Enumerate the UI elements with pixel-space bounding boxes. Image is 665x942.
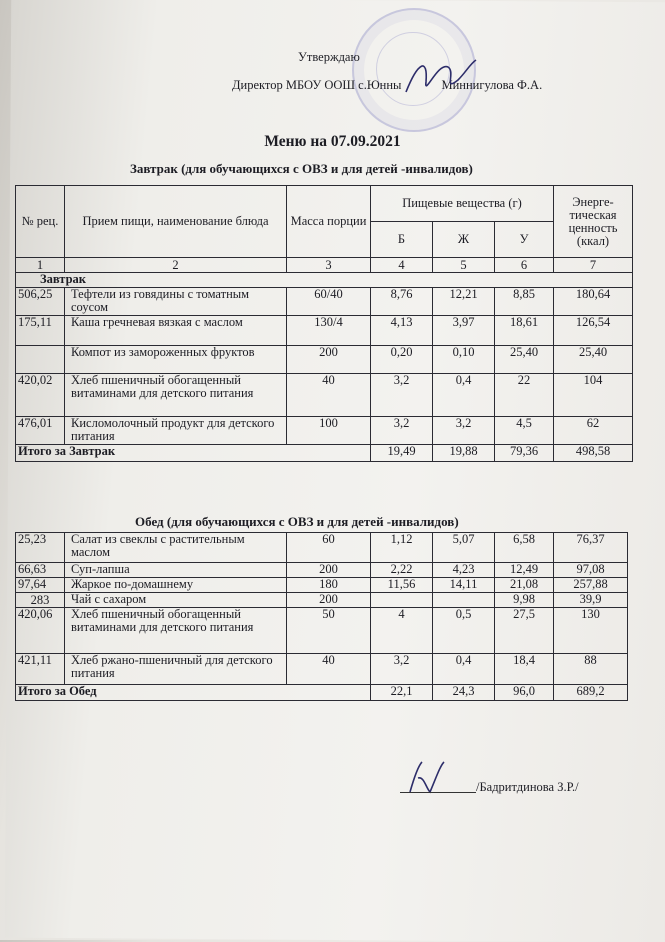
total-u: 96,0 [495,685,554,701]
u-cell: 4,5 [495,417,554,445]
mass-cell: 100 [287,417,371,445]
dish-cell: Компот из замороженных фруктов [65,346,287,374]
dish-cell: Суп-лапша [65,563,287,578]
total-label: Итого за Обед [16,685,371,701]
zh-cell: 3,97 [433,316,495,346]
dish-cell: Хлеб ржано-пшеничный для детского питания [65,654,287,685]
mass-cell: 40 [287,654,371,685]
zh-cell: 0,10 [433,346,495,374]
col-mass-header: Масса порции [287,186,371,258]
dish-cell: Чай с сахаром [65,593,287,608]
col-number: 2 [65,258,287,273]
director-signature [398,52,478,102]
col-number: 3 [287,258,371,273]
col-zh-header: Ж [433,222,495,258]
approve-label: Утверждаю [298,50,360,64]
zh-cell: 14,11 [433,578,495,593]
kcal-cell: 62 [554,417,633,445]
total-kcal: 689,2 [554,685,628,701]
mass-cell: 200 [287,593,371,608]
b-cell: 4 [371,608,433,654]
rec-cell: 97,64 [16,578,65,593]
total-b: 19,49 [371,445,433,462]
total-b: 22,1 [371,685,433,701]
kcal-cell: 130 [554,608,628,654]
dish-cell: Жаркое по-домашнему [65,578,287,593]
mass-cell: 130/4 [287,316,371,346]
zh-cell: 5,07 [433,533,495,563]
total-kcal: 498,58 [554,445,633,462]
zh-cell: 0,4 [433,374,495,417]
table-row [16,654,628,685]
dish-cell: Хлеб пшеничный обогащенный витаминами для детского питания [65,608,287,654]
signer-name: /Бадритдинова З.Р./ [476,780,579,794]
col-number: 5 [433,258,495,273]
kcal-cell: 88 [554,654,628,685]
zh-cell: 12,21 [433,288,495,316]
mass-cell: 200 [287,563,371,578]
breakfast-heading: Завтрак (для обучающихся с ОВЗ и для детей -инвалидов) [130,161,473,176]
zh-cell: 4,23 [433,563,495,578]
b-cell: 1,12 [371,533,433,563]
col-b-header: Б [371,222,433,258]
table-row [16,593,628,608]
kcal-cell: 76,37 [554,533,628,563]
col-u-header: У [495,222,554,258]
b-cell: 0,20 [371,346,433,374]
total-u: 79,36 [495,445,554,462]
mass-cell: 200 [287,346,371,374]
kcal-cell: 25,40 [554,346,633,374]
lunch-table [15,532,628,701]
kcal-cell: 257,88 [554,578,628,593]
director-line [232,78,542,93]
u-cell: 6,58 [495,533,554,563]
rec-cell: 420,06 [16,608,65,654]
lunch-heading: Обед (для обучающихся с ОВЗ и для детей -инвалидов) [135,514,459,529]
u-cell: 18,4 [495,654,554,685]
table-row [16,374,633,417]
table-row [16,346,633,374]
zh-cell [433,593,495,608]
b-cell: 3,2 [371,654,433,685]
col-rec-header: № рец. [16,186,65,258]
dish-cell: Тефтели из говядины с томатным соусом [65,288,287,316]
u-cell: 25,40 [495,346,554,374]
u-cell: 21,08 [495,578,554,593]
dish-cell: Кисломолочный продукт для детского питания [65,417,287,445]
b-cell: 11,56 [371,578,433,593]
u-cell: 8,85 [495,288,554,316]
b-cell: 2,22 [371,563,433,578]
kcal-cell: 180,64 [554,288,633,316]
mass-cell: 180 [287,578,371,593]
table-row [16,316,633,346]
table-row [16,417,633,445]
b-cell: 3,2 [371,417,433,445]
rec-cell: 25,23 [16,533,65,563]
dish-cell: Хлеб пшеничный обогащенный витаминами для детского питания [65,374,287,417]
mass-cell: 60/40 [287,288,371,316]
rec-cell: 476,01 [16,417,65,445]
col-number: 4 [371,258,433,273]
b-cell: 3,2 [371,374,433,417]
kcal-cell: 126,54 [554,316,633,346]
zh-cell: 3,2 [433,417,495,445]
rec-cell: 175,11 [16,316,65,346]
breakfast-table [15,185,633,462]
rec-cell: 421,11 [16,654,65,685]
table-row [16,608,628,654]
rec-cell [16,346,65,374]
u-cell: 27,5 [495,608,554,654]
rec-cell: 420,02 [16,374,65,417]
kcal-cell: 39,9 [554,593,628,608]
total-zh: 24,3 [433,685,495,701]
u-cell: 9,98 [495,593,554,608]
b-cell [371,593,433,608]
col-number: 7 [554,258,633,273]
col-energy-header: Энерге-тическая ценность (ккал) [554,186,633,258]
b-cell: 4,13 [371,316,433,346]
zh-cell: 0,5 [433,608,495,654]
total-row [16,685,628,701]
total-row [16,445,633,462]
total-zh: 19,88 [433,445,495,462]
mass-cell: 50 [287,608,371,654]
col-dish-header: Прием пищи, наименование блюда [65,186,287,258]
b-cell: 8,76 [371,288,433,316]
mass-cell: 40 [287,374,371,417]
director-position: Директор МБОУ ООШ с.Юнны [232,78,402,92]
total-label: Итого за Завтрак [16,445,371,462]
director-name: Миннигулова Ф.А. [441,78,543,92]
rec-cell: 283 [16,593,65,608]
table-row [16,563,628,578]
table-row [16,288,633,316]
u-cell: 22 [495,374,554,417]
table-row [16,533,628,563]
u-cell: 18,61 [495,316,554,346]
col-number: 6 [495,258,554,273]
rec-cell: 506,25 [16,288,65,316]
table-row [16,578,628,593]
rec-cell: 66,63 [16,563,65,578]
kcal-cell: 97,08 [554,563,628,578]
dish-cell: Салат из свеклы с растительным маслом [65,533,287,563]
signature-line [400,792,476,793]
zh-cell: 0,4 [433,654,495,685]
dish-cell: Каша гречневая вязкая с маслом [65,316,287,346]
col-number: 1 [16,258,65,273]
kcal-cell: 104 [554,374,633,417]
col-nutrients-header: Пищевые вещества (г) [371,186,554,222]
mass-cell: 60 [287,533,371,563]
page-title: Меню на 07.09.2021 [264,133,401,150]
u-cell: 12,49 [495,563,554,578]
section-label: Завтрак [16,273,633,288]
